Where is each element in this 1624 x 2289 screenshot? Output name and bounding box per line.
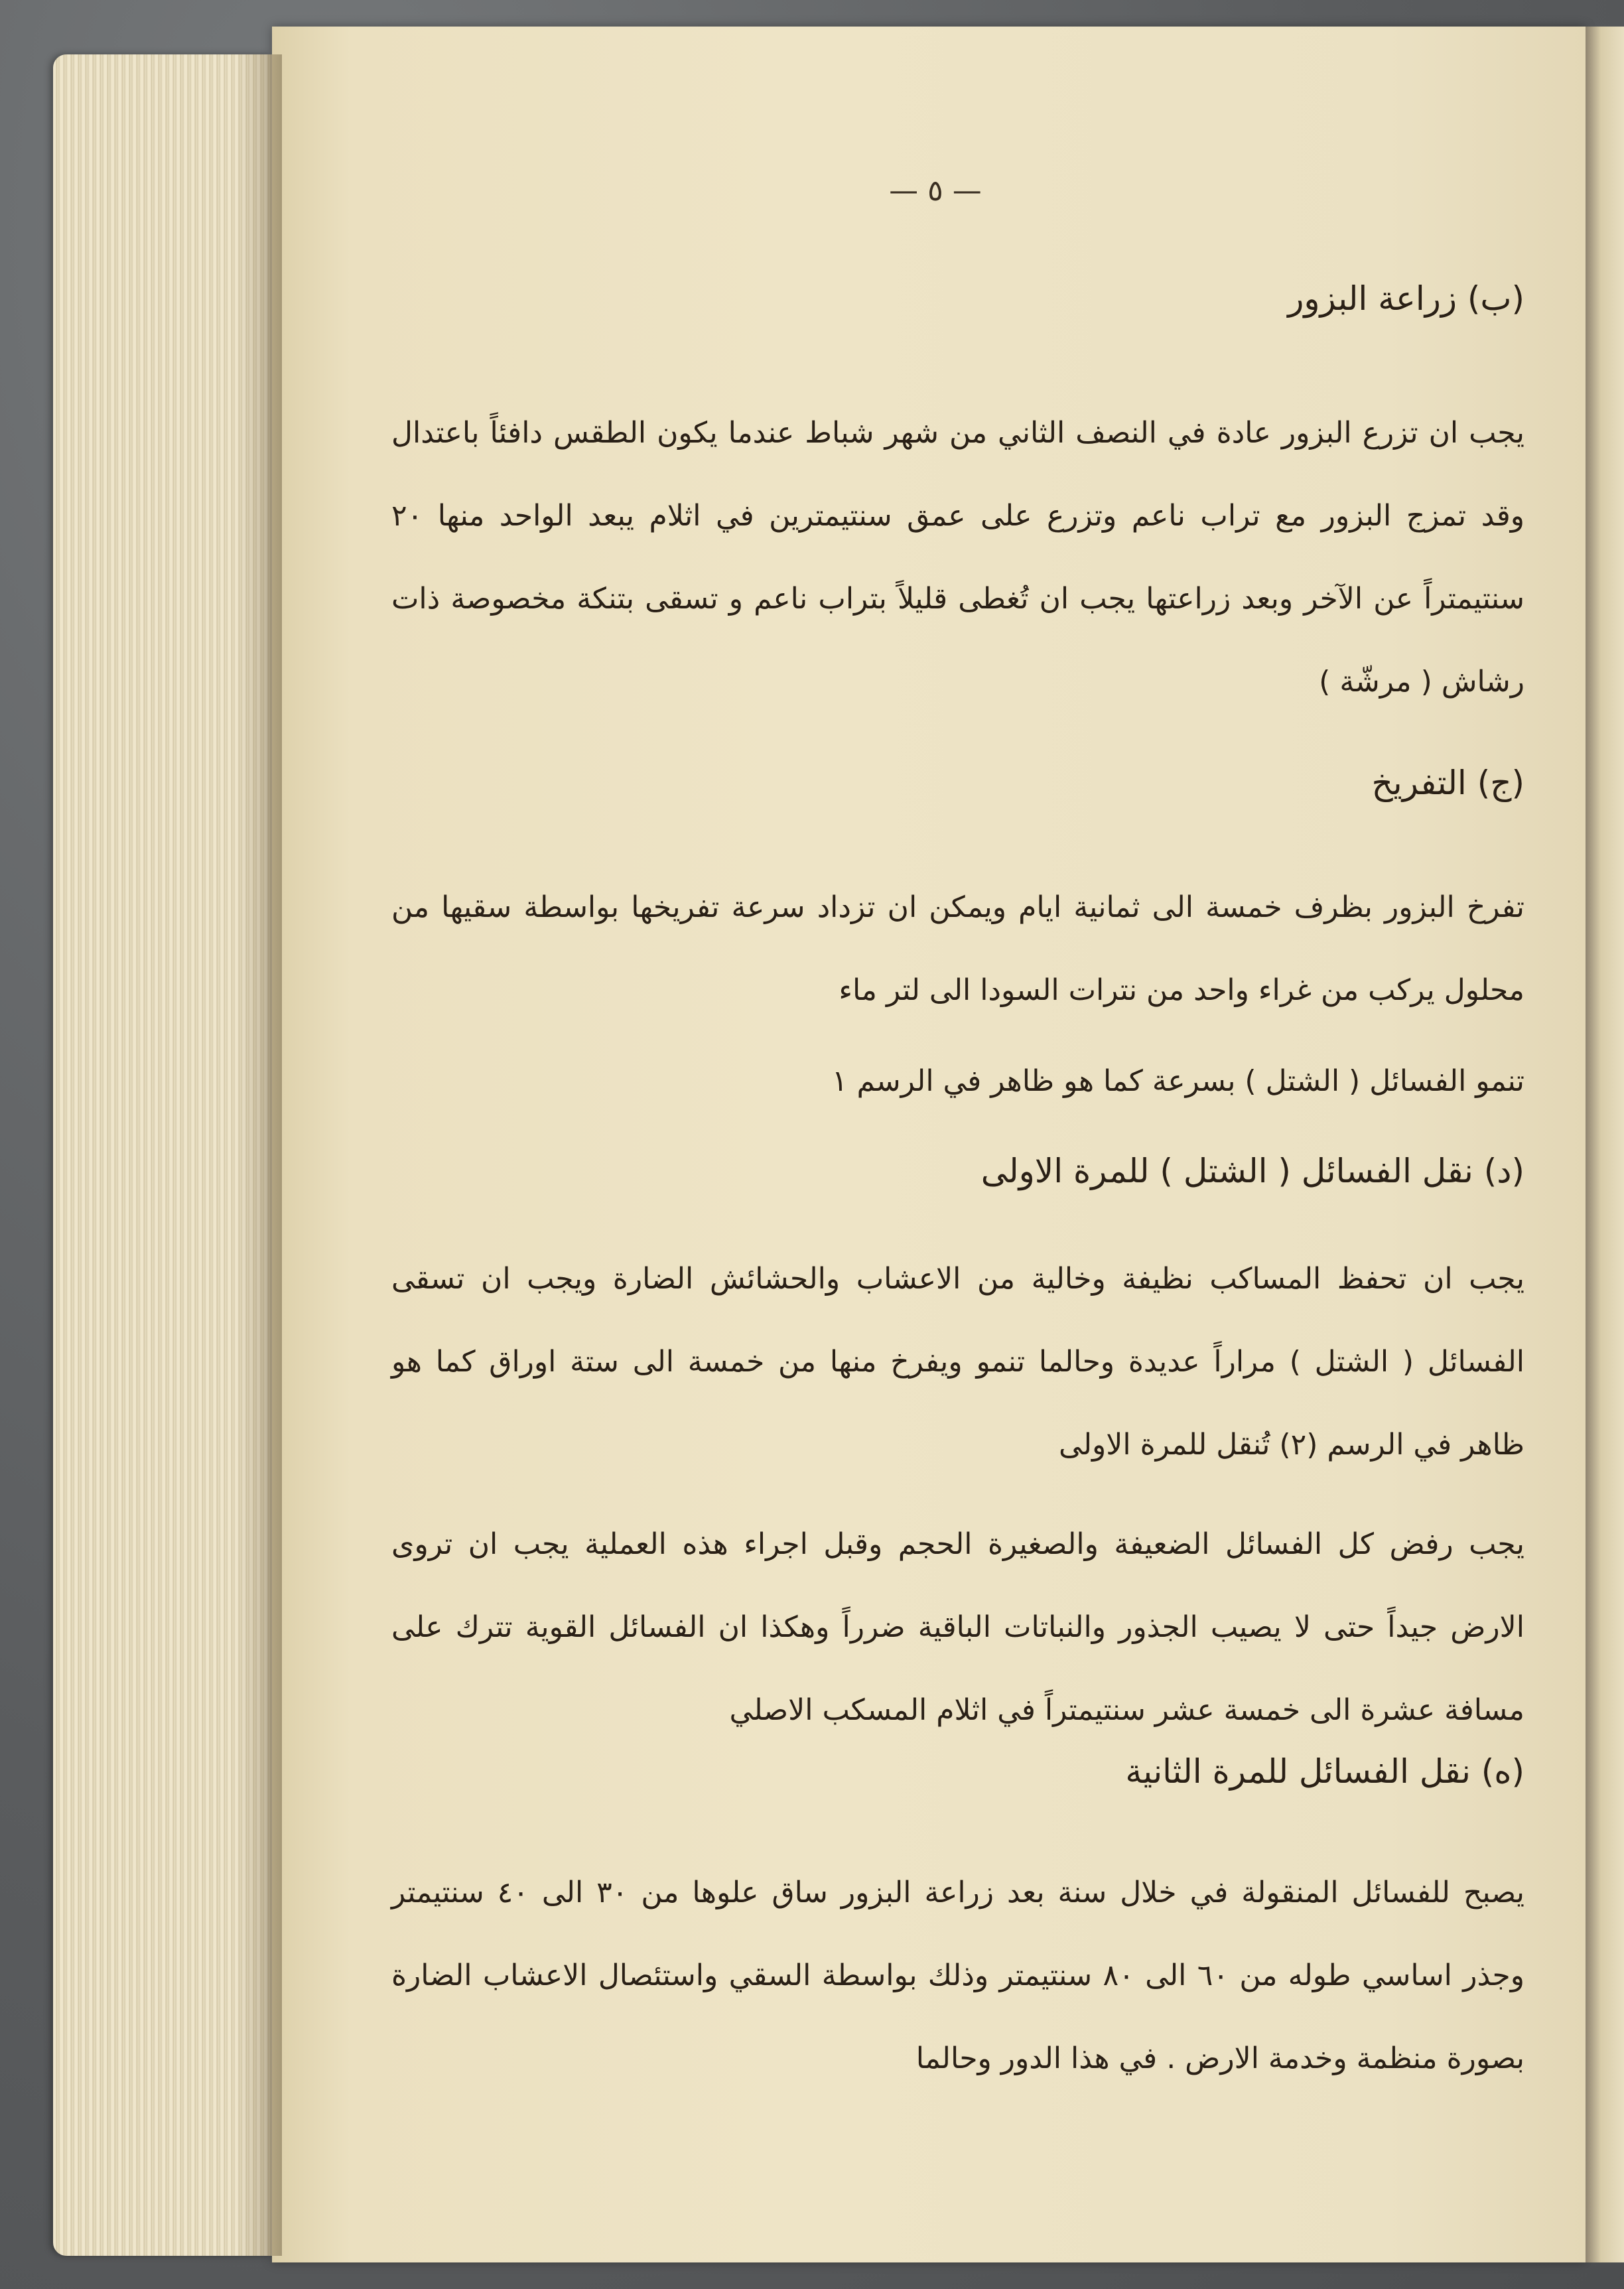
section-heading-j: (ج) التفريخ — [1371, 764, 1524, 802]
section-body-d2: يجب رفض كل الفسائل الضعيفة والصغيرة الحجم وقبل اجراء هذه العملية يجب ان تروى الارض جيداً حتى لا يصيب الجذور والنباتات الباقية ضرراً وهكذا ان الفسائل القوية تترك على مسافة عشرة الى خمسة عشر سنتيمتراً في اثلام المسكب الاصلي — [391, 1527, 1524, 1727]
section-body-b: يجب ان تزرع البزور عادة في النصف الثاني من شهر شباط عندما يكون الطقس دافئاً باعتدال وقد تمزج البزور مع تراب ناعم وتزرع على عمق سنتيمترين في اثلام يبعد الواحد منها ٢٠ سنتيمتراً عن الآخر وبعد زراعتها يجب ان تُغطى قليلاً بتراب ناعم و تسقى بتنكة مخصوصة ذات رشاش ( مرشّة ) — [391, 416, 1524, 699]
section-body-h: يصبح للفسائل المنقولة في خلال سنة بعد زراعة البزور ساق علوها من ٣٠ الى ٤٠ سنتيمتر وجذر اساسي طوله من ٦٠ الى ٨٠ سنتيمتر وذلك بواسطة السقي واستئصال الاعشاب الضارة بصورة منظمة وخدمة الارض . في هذا الدور وحالما — [391, 1876, 1524, 2075]
section-note-j: تنمو الفسائل ( الشتل ) بسرعة كما هو ظاهر في الرسم ١ — [831, 1064, 1524, 1098]
page-number: — ٥ — — [889, 174, 982, 208]
section-heading-h: (ه) نقل الفسائل للمرة الثانية — [1125, 1752, 1524, 1791]
facing-page-edge — [1586, 27, 1624, 2262]
section-body-d1: يجب ان تحفظ المساكب نظيفة وخالية من الاعشاب والحشائش الضارة ويجب ان تسقى الفسائل ( الشتل ) مراراً عديدة وحالما تنمو ويفرخ منها من خمسة الى ستة اوراق كما هو ظاهر في الرسم (٢) تُنقل للمرة الاولى — [391, 1262, 1524, 1462]
gutter-shadow — [236, 54, 282, 2256]
section-body-j: تفرخ البزور بظرف خمسة الى ثمانية ايام ويمكن ان تزداد سرعة تفريخها بواسطة سقيها من محلول يركب من غراء واحد من نترات السودا الى لتر ماء — [391, 890, 1524, 1007]
section-heading-b: (ب) زراعة البزور — [1288, 279, 1524, 318]
section-heading-d: (د) نقل الفسائل ( الشتل ) للمرة الاولى — [981, 1152, 1524, 1190]
